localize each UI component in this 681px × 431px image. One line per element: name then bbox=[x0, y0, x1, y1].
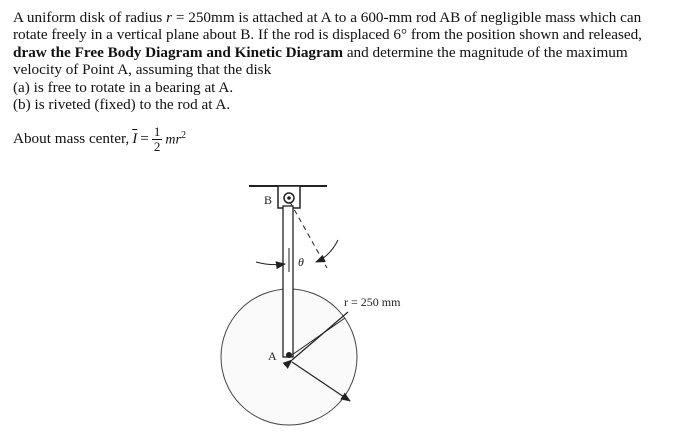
part-b: (b) is riveted (fixed) to the rod at A. bbox=[13, 96, 231, 114]
displaced-rod-line bbox=[290, 202, 327, 268]
label-A: A bbox=[268, 349, 277, 363]
tail-text: and determine the magnitude of the maximum velocity of Point A, assuming that the disk bbox=[13, 43, 628, 79]
label-B: B bbox=[264, 193, 273, 207]
inertia-symbol: $\overline{I}$ bbox=[132, 130, 138, 147]
exponent: 2 bbox=[180, 129, 186, 141]
label-radius: r = 250 mm bbox=[344, 295, 401, 309]
theta-arrow-left bbox=[256, 262, 285, 265]
equals-sign: = bbox=[140, 130, 149, 147]
fraction-numerator: 1 bbox=[153, 123, 161, 139]
intro-rest-text: = 250mm is attached at A to a 600-mm rod AB of negligible mass which can rotate freely in a vertical plane about B. If the rod is displaced 6° from the position shown and released, bbox=[13, 9, 642, 44]
radius-symbol: r bbox=[166, 9, 173, 26]
part-a: (a) is free to rotate in a bearing at A. bbox=[13, 78, 234, 96]
theta-arrow-right bbox=[316, 240, 338, 262]
fraction-denominator: 2 bbox=[153, 138, 161, 154]
intro-text: A uniform disk of radius bbox=[13, 9, 167, 26]
label-theta: θ bbox=[298, 255, 304, 269]
pin-center bbox=[287, 196, 291, 200]
bold-instruction: draw the Free Body Diagram and Kinetic Diagram bbox=[13, 43, 344, 61]
rod-AB bbox=[283, 206, 293, 357]
formula-prefix: About mass center, bbox=[13, 130, 130, 147]
mr-text: mr bbox=[165, 132, 181, 148]
